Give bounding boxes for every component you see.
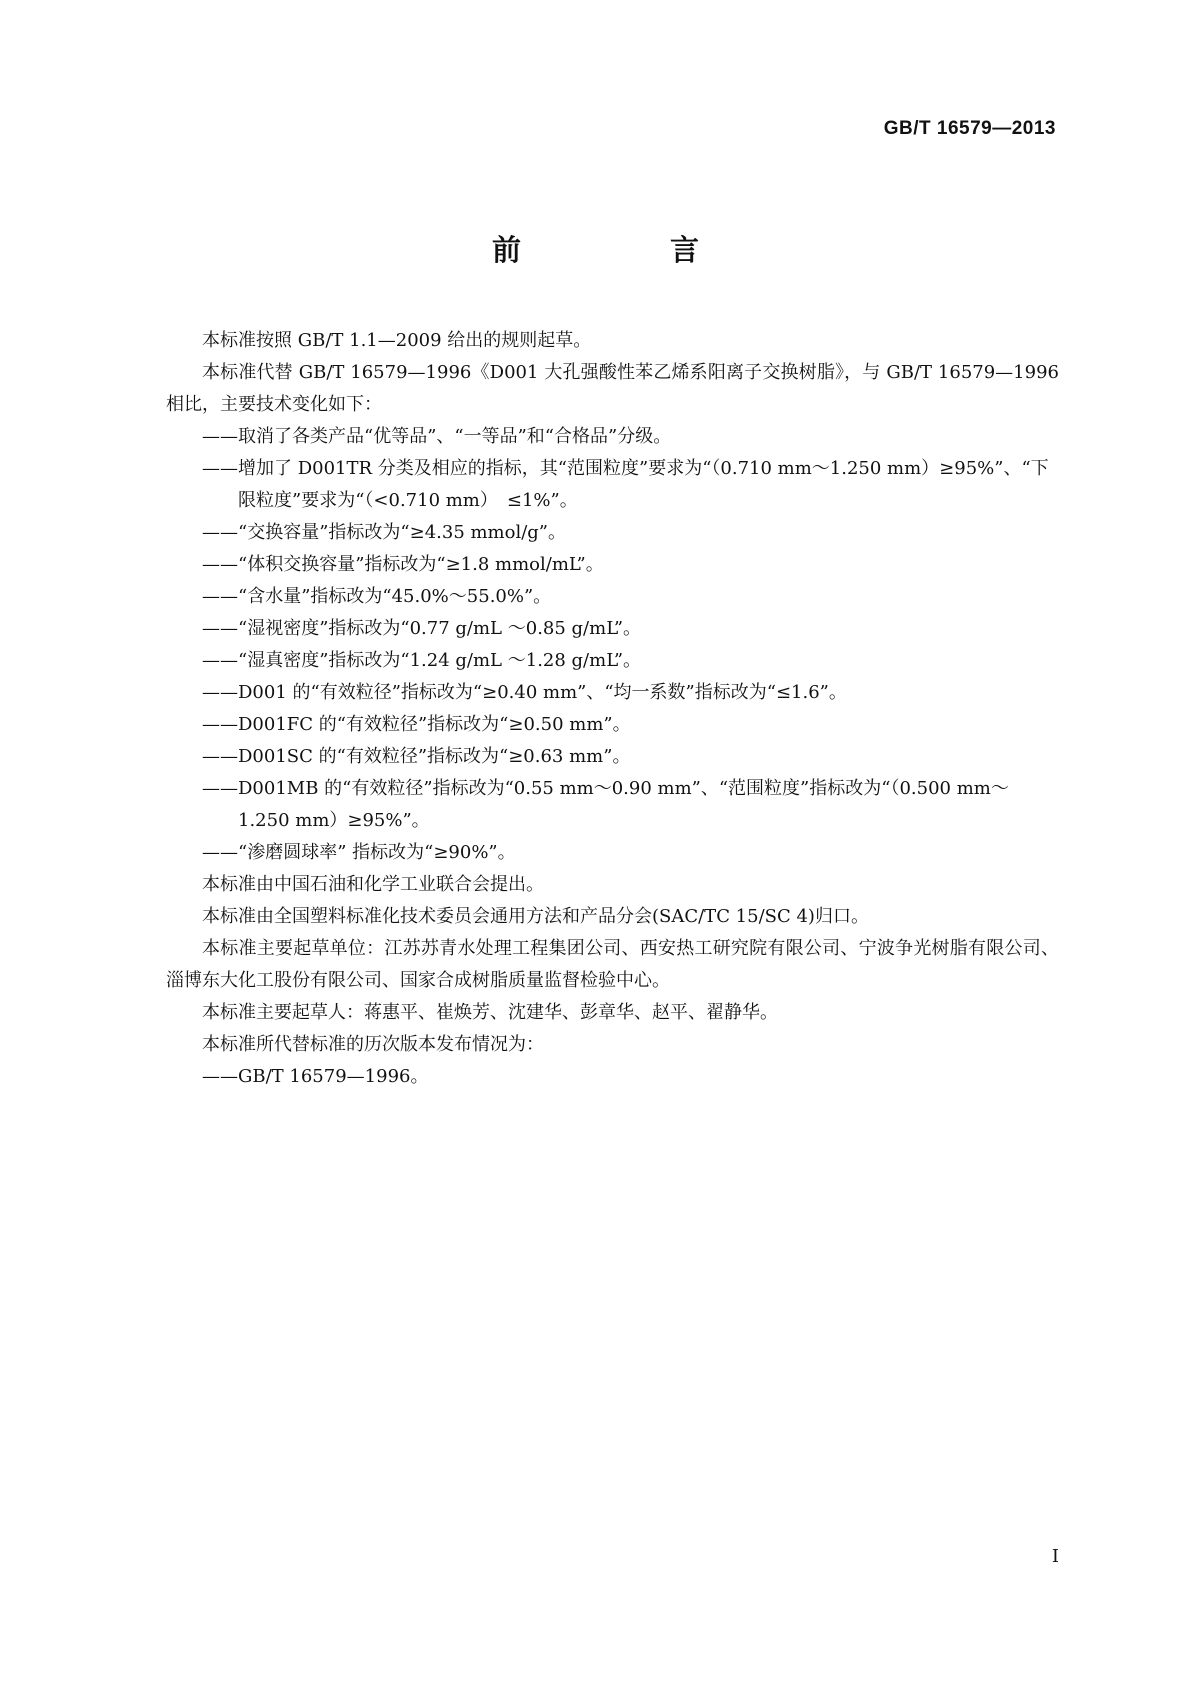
paragraph: 本标准代替 GB/T 16579—1996《D001 大孔强酸性苯乙烯系阳离子交换树脂》，与 GB/T 16579—1996 相比，主要技术变化如下： [166,362,1059,415]
list-item-text: ——“湿真密度”指标改为“1.24 g/mL ～1.28 g/mL”。 [202,650,642,671]
paragraph: 本标准主要起草人：蒋惠平、崔焕芳、沈建华、彭章华、赵平、翟静华。 [202,1002,778,1023]
list-item-text: ——取消了各类产品“优等品”、“一等品”和“合格品”分级。 [202,426,672,447]
list-item [166,741,1059,773]
list-item [166,1061,1059,1093]
list-item-text: ——“湿视密度”指标改为“0.77 g/mL ～0.85 g/mL”。 [202,618,642,639]
list-item-text: ——D001MB 的“有效粒径”指标改为“0.55 mm～0.90 mm”、“范围粒度”指标改为“（0.500 mm～1.250 mm）≥95%”。 [202,778,1009,831]
page-title: 前 言 [491,233,759,267]
list-item [166,421,1059,453]
paragraph: 本标准由全国塑料标准化技术委员会通用方法和产品分会(SAC/TC 15/SC 4)归口。 [202,906,869,927]
paragraph: 本标准按照 GB/T 1.1—2009 给出的规则起草。 [202,330,592,351]
list-item [166,549,1059,581]
list-item-text: ——“交换容量”指标改为“≥4.35 mmol/g”。 [202,522,567,543]
list-item-text: ——“渗磨圆球率” 指标改为“≥90%”。 [202,842,516,863]
paragraph: 本标准所代替标准的历次版本发布情况为： [202,1034,544,1055]
list-item [166,837,1059,869]
list-item-text: ——增加了 D001TR 分类及相应的指标，其“范围粒度”要求为“（0.710 mm～1.250 mm）≥95%”、“下限粒度”要求为“（<0.710 mm） ≤1%”。 [202,458,1049,511]
list-item-text: ——“含水量”指标改为“45.0%～55.0%”。 [202,586,552,607]
list-item [166,709,1059,741]
list-item-text: ——GB/T 16579—1996。 [202,1066,429,1087]
list-item [166,613,1059,645]
list-item [166,677,1059,709]
list-item-text: ——D001 的“有效粒径”指标改为“≥0.40 mm”、“均一系数”指标改为“≤1.6”。 [202,682,847,703]
list-item-text: ——D001FC 的“有效粒径”指标改为“≥0.50 mm”。 [202,714,631,735]
list-item [166,517,1059,549]
list-item-text: ——D001SC 的“有效粒径”指标改为“≥0.63 mm”。 [202,746,631,767]
list-item [166,645,1059,677]
list-item [166,581,1059,613]
page-number: I [1051,1546,1059,1567]
standard-code: GB/T 16579—2013 [883,118,1056,139]
paragraph: 本标准由中国石油和化学工业联合会提出。 [202,874,544,895]
list-item [166,773,1059,837]
list-item [166,453,1059,517]
paragraph: 本标准主要起草单位：江苏苏青水处理工程集团公司、西安热工研究院有限公司、宁波争光树脂有限公司、淄博东大化工股份有限公司、国家合成树脂质量监督检验中心。 [166,938,1059,991]
list-item-text: ——“体积交换容量”指标改为“≥1.8 mmol/mL”。 [202,554,604,575]
document-body [166,325,1059,1093]
